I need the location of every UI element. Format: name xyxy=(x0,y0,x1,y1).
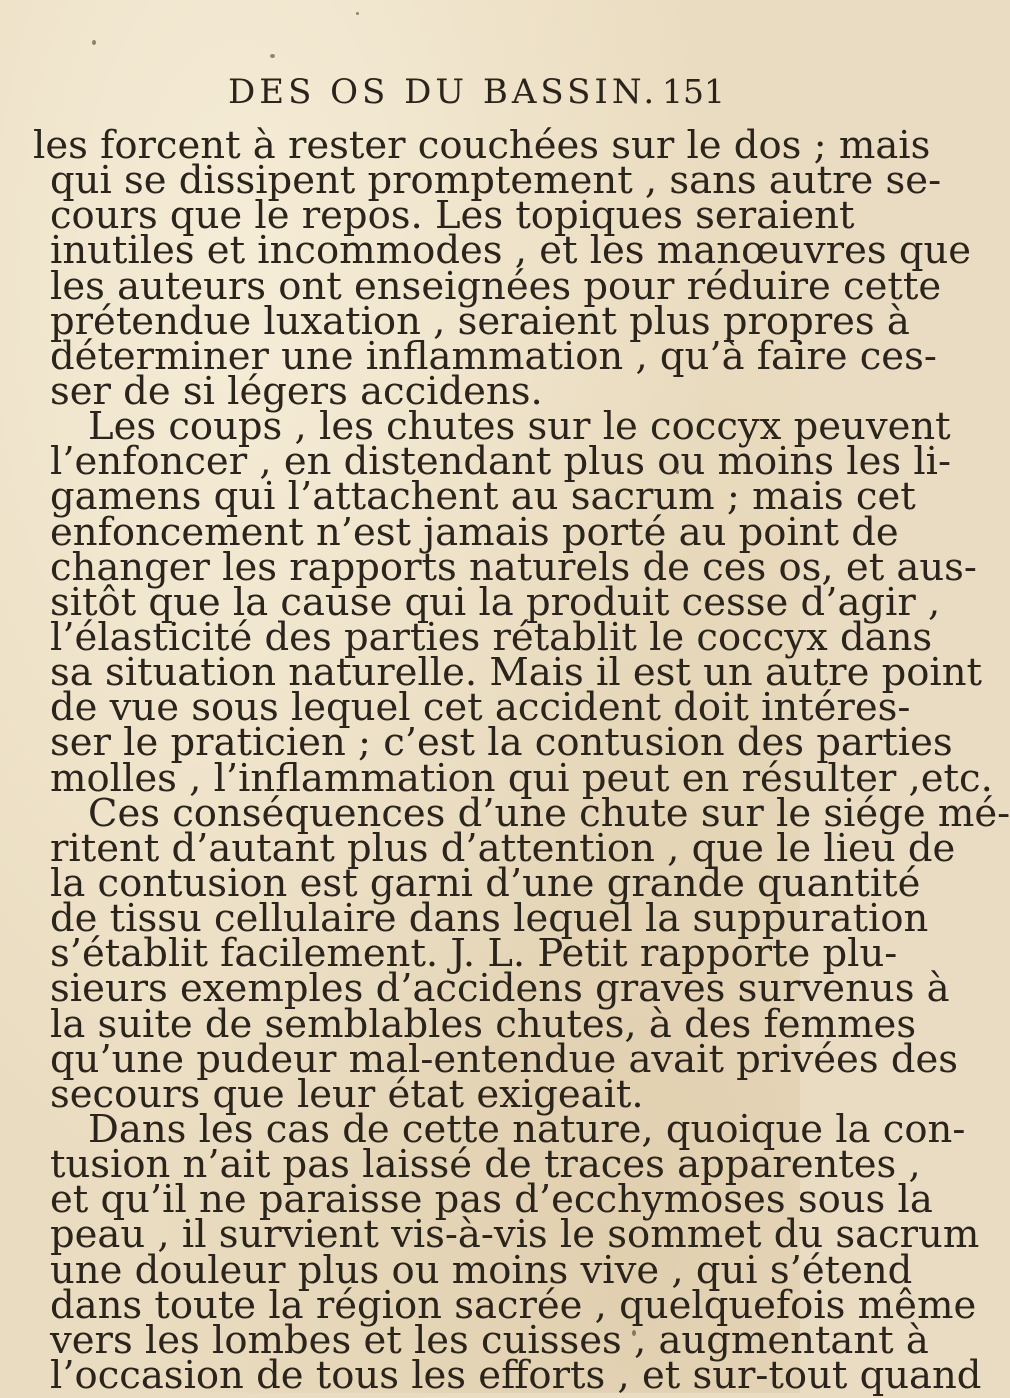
text-line: ser de si légers accidens. xyxy=(50,369,543,414)
text-line: sitôt que la cause qui la produit cesse d’agir , xyxy=(50,580,941,625)
text-line: de vue sous lequel cet accident doit intéres- xyxy=(50,685,911,730)
text-line: tusion n’ait pas laissé de traces apparentes , xyxy=(50,1142,921,1187)
text-line: sieurs exemples d’accidens graves survenus à xyxy=(50,966,950,1011)
text-line: prétendue luxation , seraient plus propres à xyxy=(50,299,910,344)
text-line: qui se dissipent promptement , sans autre se- xyxy=(50,158,942,203)
text-line: ritent d’autant plus d’attention , que le lieu de xyxy=(50,826,956,871)
text-line: gamens qui l’attachent au sacrum ; mais cet xyxy=(50,474,916,519)
text-line: une douleur plus ou moins vive , qui s’étend xyxy=(50,1248,913,1293)
paper-speck xyxy=(92,40,96,45)
text-line: l’élasticité des parties rétablit le coccyx dans xyxy=(50,615,933,660)
text-line: l’enfoncer , en distendant plus ou moins les li- xyxy=(50,439,951,484)
text-line: déterminer une inflammation , qu’à faire ces- xyxy=(50,334,937,379)
text-line: changer les rapports naturels de ces os, et aus- xyxy=(50,545,977,590)
text-line: vers les lombes et les cuisses , augmentant à xyxy=(50,1318,929,1363)
text-line: s’établit facilement. J. L. Petit rapporte plu- xyxy=(50,931,898,976)
text-line: enfoncement n’est jamais porté au point de xyxy=(50,510,899,555)
text-line: les forcent à rester couchées sur le dos ; mais xyxy=(33,123,931,168)
page-header xyxy=(0,72,800,118)
text-line: les auteurs ont enseignées pour réduire cette xyxy=(50,264,942,309)
text-line: Les coups , les chutes sur le coccyx peuvent xyxy=(88,404,951,449)
running-title: DES OS DU BASSIN. xyxy=(228,72,659,112)
text-line: qu’une pudeur mal-entendue avait privées des xyxy=(50,1037,959,1082)
text-line: et qu’il ne paraisse pas d’ecchymoses sous la xyxy=(50,1177,933,1222)
paper-speck xyxy=(356,12,359,15)
text-line: sa situation naturelle. Mais il est un autre point xyxy=(50,650,983,695)
paper-speck xyxy=(270,54,275,58)
text-line: Dans les cas de cette nature, quoique la con- xyxy=(88,1107,966,1152)
text-line: molles , l’inflammation qui peut en résulter ,etc. xyxy=(50,756,993,801)
text-line: inutiles et incommodes , et les manœuvres que xyxy=(50,228,972,273)
text-line: la contusion est garni d’une grande quantité xyxy=(50,861,921,906)
text-line: Ces conséquences d’une chute sur le siége mé- xyxy=(88,791,1010,836)
text-line: ser le praticien ; c’est la contusion des parties xyxy=(50,720,953,765)
text-line: la suite de semblables chutes, à des femmes xyxy=(50,1002,917,1047)
text-line: l’occasion de tous les efforts , et sur-tout quand xyxy=(50,1353,982,1398)
page-number: 151 xyxy=(662,72,725,111)
text-line: dans toute la région sacrée , quelquefois même xyxy=(50,1283,977,1328)
text-line: peau , il survient vis-à-vis le sommet du sacrum xyxy=(50,1212,980,1257)
text-line: secours que leur état exigeait. xyxy=(50,1072,644,1117)
text-line: cours que le repos. Les topiques seraient xyxy=(50,193,855,238)
text-line: de tissu cellulaire dans lequel la suppuration xyxy=(50,896,929,941)
